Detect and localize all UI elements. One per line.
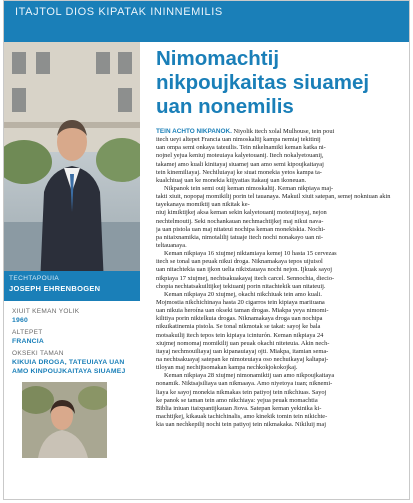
- article-headline: [156, 47, 406, 119]
- caption-band: [4, 271, 140, 301]
- article-body: [156, 128, 405, 429]
- article-line-text: tayekanaya momiktij uan nikitak ke-: [156, 201, 250, 209]
- fact-history: [12, 349, 136, 376]
- article-line: [156, 389, 405, 397]
- article-line: [156, 413, 405, 421]
- article-lead: TEIN ACHTO NIKPANOK.: [156, 128, 232, 135]
- portrait-photo: [4, 42, 140, 285]
- secondary-photo: [22, 382, 107, 458]
- article-line-text: motsakuilij itech tepos tein kipiaya icinturón. Keman nikpiaya 24: [156, 331, 324, 339]
- article-line: [156, 283, 405, 291]
- article-line: [156, 234, 405, 242]
- article-line-text: niuj kimiktijkej aksa keman sekin kalyetouanij moteuijtoyaj, nejon: [156, 209, 327, 217]
- article-line-text: ke panok se taman tein amo nikchiaya: yejua peuak momachtia: [156, 396, 318, 404]
- article-line-text: itech ueyi altepet Francia uan nimoskaltij kampa nemiaj tekitinij: [156, 136, 321, 144]
- article-line-text: Niyolik itech xolal Mulhouse, tein poui: [231, 128, 335, 135]
- article-line: [156, 144, 405, 152]
- article-line-text: Keman nikpiaya 16 xiujmej niktamiaya kemej 10 hasta 15 cervezas: [164, 250, 337, 258]
- article-line: [156, 185, 405, 193]
- section-header-band: [4, 1, 409, 42]
- article-line-text: nonamik. Niktsajsiliaya uan nikmaaya. Amo niyetoya iuan; niknemi-: [156, 380, 333, 388]
- article-line-text: kualchiuaj uan ke monekia kiijyatias itakauj uan ikoneuan.: [156, 176, 307, 184]
- fact-value: KIKUIA DROGA, TATEUIAYA UAN AMO KINPOUJKAITAYA SIUAMEJ: [12, 359, 126, 375]
- article-line: [156, 356, 405, 364]
- article-line: [156, 128, 405, 136]
- article-line: [156, 291, 405, 299]
- article-line-text: Keman nikpiaya 20 xiujmej, okachi nikchiuak tein amo kuali.: [164, 290, 322, 298]
- article-line-text: Keman nikpiaya 28 xiujmej nimonamiktij uan amo nikpoujkaitaya: [164, 372, 335, 380]
- headline-line: Nimomachtij: [156, 47, 280, 70]
- fact-label: OKSEKI TAMAN: [12, 350, 64, 357]
- article-line-text: takamej amo kuali kinitayaj siuamej uan amo semi kipoujkaitayaj: [156, 160, 324, 168]
- fact-label: XIUIT KEMAN YOLIK: [12, 308, 80, 315]
- article-line: [156, 397, 405, 405]
- article-line: [156, 201, 405, 209]
- article-line: [156, 364, 405, 372]
- fact-value: FRANCIA: [12, 338, 44, 345]
- fact-list: [12, 307, 136, 379]
- portrait-photo-art: [4, 42, 140, 285]
- article-line: [156, 193, 405, 201]
- article-line: [156, 405, 405, 413]
- article-line-text: nikuikatinemia pistola. Se tonal nikmotak se takat: sayoj ke bala: [156, 323, 321, 331]
- article-line: [156, 372, 405, 380]
- article-line-text: ja uan pistola uan maj nitateui nochipa keman monekiskia. Nochi-: [156, 225, 326, 233]
- article-line-text: itech se tonal uan peuak nikui droga. Niknamakaya tepos uijuisol: [156, 258, 323, 266]
- article-line-text: tiloyan maj nechijtsomakan kampa nechkokjokokojkaj.: [156, 364, 298, 372]
- fact-value: 1960: [12, 317, 28, 324]
- secondary-photo-art: [22, 382, 107, 458]
- article-line: [156, 209, 405, 217]
- fact-birth-year: [12, 307, 136, 325]
- article-line: [156, 275, 405, 283]
- article-line: [156, 218, 405, 226]
- caption-name: JOSEPH EHRENBOGEN: [9, 284, 101, 293]
- headline-line: uan nonemilis: [156, 95, 294, 118]
- article-line-text: teltauanaya.: [156, 241, 187, 249]
- article-line-text: machtijkej, kikauak tachichinalis, amo kinekik tomin tein nikichte-: [156, 412, 328, 420]
- article-line: [156, 152, 405, 160]
- article-line-text: uan ompa semi onkaya tateuilis. Tein nikelnamiki keman katka ni-: [156, 144, 326, 152]
- article-line: [156, 307, 405, 315]
- article-line: [156, 258, 405, 266]
- article-line-text: Biblia iniuan itaixpantijkauan Jiova. Satepan keman yekinika ki-: [156, 404, 322, 412]
- article-line: [156, 250, 405, 258]
- article-line-text: pa nitaixnamikia, nimotalilij tatuaje itech nochi nonakayo uan ni-: [156, 233, 323, 241]
- section-kicker: ITAJTOL DIOS KIPATAK ININNEMILIS: [15, 6, 223, 18]
- article-line: [156, 421, 405, 429]
- article-line-text: uan nitachtekia uan ijkon uelia nikixtauaya nochi nejon. Ijkuak sayoj: [156, 266, 333, 274]
- article-line: [156, 332, 405, 340]
- article-line-text: itayaj nechmouiliayaj uan kipanauiayaj ojti. Miakpa, itamian sema-: [156, 347, 329, 355]
- article-line: [156, 340, 405, 348]
- article-line: [156, 136, 405, 144]
- article-line-text: liaya ke sayoj monekia nikmakas tein patiyoj tein nikchiuas. Sayoj: [156, 388, 327, 396]
- magazine-page: [3, 0, 410, 500]
- article-line: [156, 177, 405, 185]
- fact-country: [12, 328, 136, 346]
- article-line-text: nojnel yejua keniuj moteuiaya kalyetouanij. Itech nokalyetouanij,: [156, 152, 324, 160]
- article-line: [156, 242, 405, 250]
- article-line: [156, 380, 405, 388]
- article-line-text: nechtelmoutij. Seki nochankauan nechmachtijkej maj nikui nava-: [156, 217, 324, 225]
- caption-label: TECHTAPOUIA: [9, 275, 60, 282]
- article-line: [156, 169, 405, 177]
- article-line-text: Mojmostia nikchichinaya hasta 20 cigarros tein kipiaya mariiuana: [156, 298, 325, 306]
- article-line-text: kia uan nechkepilij nochi tein patiyoj tein nikmakaka. Nikiluij maj: [156, 421, 327, 429]
- article-line-text: xiujmej nomomaj momikilij uan peuak okachi niteteuia. Akin nech-: [156, 339, 330, 347]
- article-line: [156, 315, 405, 323]
- headline-line: nikpoujkaitas siuamej: [156, 71, 370, 94]
- article-line-text: uan nikuia heroína uan okseki taman drogas. Miakpa yeya nimomi-: [156, 307, 329, 315]
- article-line: [156, 299, 405, 307]
- article-line-text: tein kinemiliayaj. Nechiluiayaj ke siuat monekia yetos kampa ta-: [156, 168, 322, 176]
- article-line-text: Nikpanok tein semi ouij keman nimoskaltij. Keman nikpiaya maj-: [164, 184, 334, 192]
- article-line: [156, 323, 405, 331]
- fact-label: ALTEPET: [12, 329, 43, 336]
- article-line: [156, 226, 405, 234]
- article-line: [156, 161, 405, 169]
- article-line-text: takti xiuit, nopopaj momikilij porin tel tauanaya. Makuil xiuit satepan, semej nokniuan akin: [156, 193, 391, 201]
- article-line-text: chopia nechtatsakuiltijkej tekiuanij porin nitachtekik uan nitateuij.: [156, 282, 326, 290]
- article-line: [156, 348, 405, 356]
- article-line-text: kilitiya porin niktelkuia drogas. Niknamakaya droga uan nochipa: [156, 315, 323, 323]
- article-line: [156, 266, 405, 274]
- article-line-text: nikpiaya 17 xiujmej, nechtsakuakayaj itech carcel. Sennochia, diecio-: [156, 274, 335, 282]
- article-line-text: na nechtsakuayaj satepan ke nimoteuiaya oso nechuikayaj kaltapaj-: [156, 355, 329, 363]
